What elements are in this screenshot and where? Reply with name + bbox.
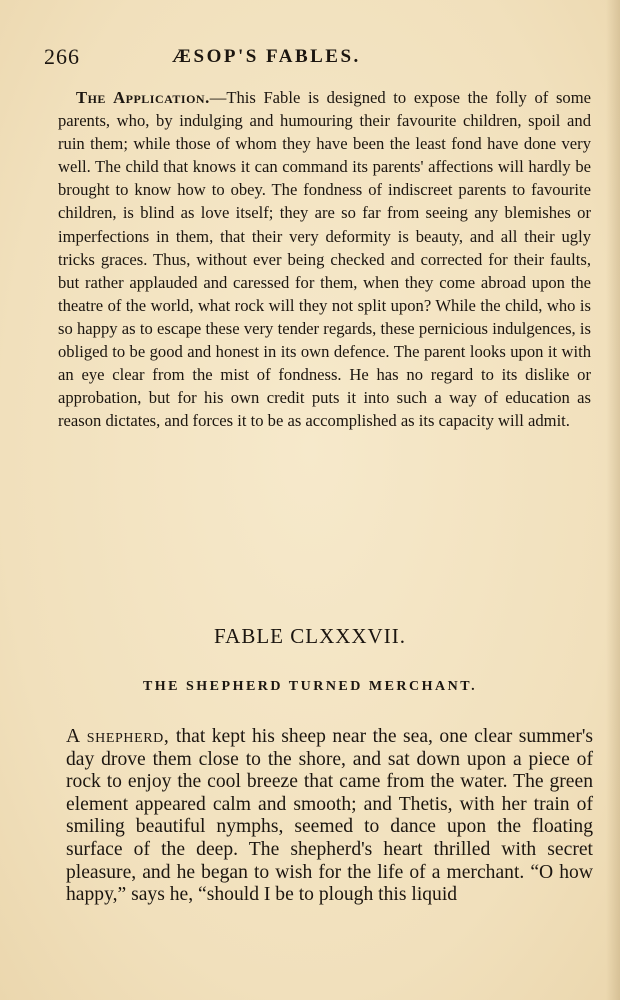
running-head: ÆSOP'S FABLES. [172, 46, 361, 67]
application-text: —This Fable is designed to expose the folly of some parents, who, by indulging and humouring their favourite children, spoil and ruin them; while those of whom they have been the least fond have done very well. The child that knows it can command its parents' affections will hardly be brought to know how to obey. The fondness of indiscreet parents to favourite children, is blind as love itself; they are so far from seeing any blemishes or imperfections in them, that their very deformity is beauty, and all their ugly tricks graces. Thus, without ever being checked and corrected for their faults, but rather applauded and caressed for them, when they come abroad upon the theatre of the world, what rock will they not split upon? While the child, who is so happy as to escape these very tender regards, these pernicious indulgences, is obliged to be good and honest in its own defence. The parent looks upon it with an eye clear from the mist of fondness. He has no regard to its dislike or approbation, but for his own credit puts it into such a way of education as reason dictates, and forces it to be as accomplished as its capacity will admit. [58, 88, 591, 431]
application-lead: The Application. [76, 88, 210, 107]
page-header [44, 44, 574, 74]
fable-lead: A shepherd, [66, 726, 170, 747]
fable-text: that kept his sheep near the sea, one clear summer's day drove them close to the shore, and sat down upon a piece of rock to enjoy the cool breeze that came from the water. The green element appeared calm and smooth; and Thetis, with her train of smiling beautiful nymphs, seemed to dance upon the floating surface of the deep. The shepherd's heart thrilled with secret pleasure, and he began to wish for the life of a merchant. “O how happy,” says he, “should I be to plough this liquid [66, 726, 594, 906]
page-edge-shadow [606, 0, 620, 1000]
application-text-block [58, 86, 591, 432]
application-paragraph [58, 86, 591, 432]
fable-title: FABLE CLXXXVII. [214, 624, 406, 648]
fable-body [66, 726, 593, 907]
fable-paragraph [66, 726, 593, 907]
fable-subtitle: THE SHEPHERD TURNED MERCHANT. [142, 679, 478, 694]
page-number: 266 [44, 44, 80, 69]
